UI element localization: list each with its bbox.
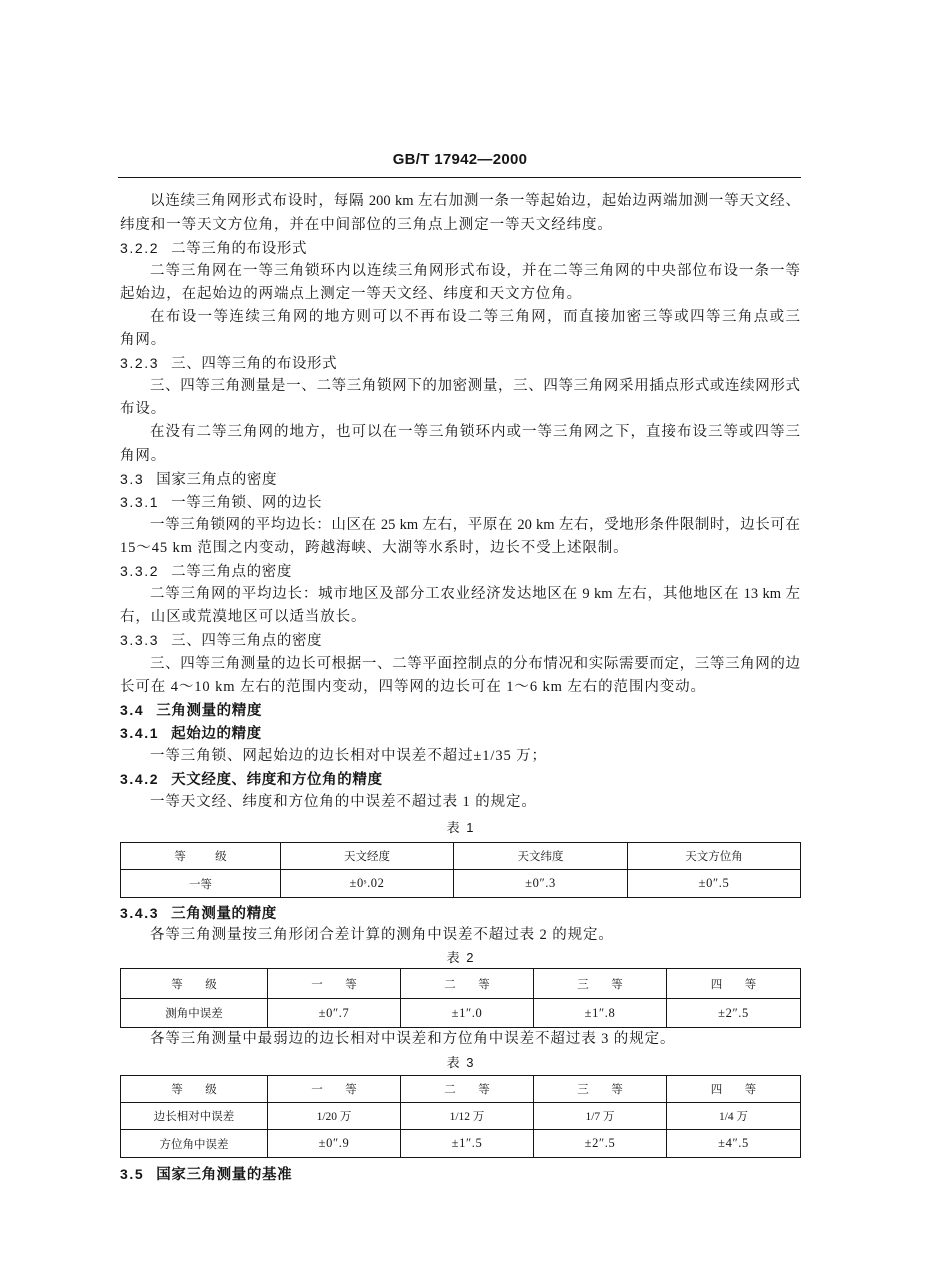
table-3 xyxy=(120,1075,801,1158)
section-heading-3-4-1 xyxy=(120,722,800,745)
body-line: 角网。 xyxy=(120,447,167,464)
table-cell: ±1″.0 xyxy=(401,999,534,1028)
section-heading-3-3-1 xyxy=(120,491,800,514)
table-3-caption: 表 3 xyxy=(446,1055,474,1070)
table-header-cell: 二 等 xyxy=(401,1076,534,1103)
table-header-cell: 一 等 xyxy=(268,1076,401,1103)
table-header-cell: 等 级 xyxy=(121,969,268,999)
section-title: 三角测量的精度 xyxy=(156,702,262,719)
section-title: 二等三角的布设形式 xyxy=(171,240,308,257)
table-cell: 1/12 万 xyxy=(401,1103,534,1130)
body-line: 角网。 xyxy=(120,332,167,349)
section-title: 国家三角点的密度 xyxy=(156,471,278,488)
table-row xyxy=(121,999,801,1028)
paragraph xyxy=(120,306,800,352)
body-text-bottom xyxy=(120,1163,800,1186)
paragraph xyxy=(120,514,800,560)
section-number: 3.3.3 xyxy=(120,632,160,649)
section-heading-3-3-2 xyxy=(120,560,800,583)
body-line: 一等天文经、纬度和方位角的中误差不超过表 1 的规定。 xyxy=(150,794,537,811)
section-number: 3.4.1 xyxy=(120,724,160,741)
body-line: 一等三角锁网的平均边长：山区在 25 km 左右，平原在 20 km 左右，受地形条件限制时，边长可在 xyxy=(150,516,800,533)
table-cell: ±0″.9 xyxy=(268,1130,401,1158)
table-cell: ±2″.5 xyxy=(667,999,801,1028)
table-row-label: 方位角中误差 xyxy=(121,1130,268,1158)
table-header-cell: 三 等 xyxy=(534,1076,667,1103)
section-number: 3.4.3 xyxy=(120,905,160,921)
table-cell: ±1″.5 xyxy=(401,1130,534,1158)
section-heading-3-4 xyxy=(120,699,800,722)
table-header-row xyxy=(121,843,801,870)
paragraph xyxy=(120,260,800,306)
section-title: 三角测量的精度 xyxy=(171,906,277,922)
table-1-caption: 表 1 xyxy=(446,820,474,835)
table-header-cell: 二 等 xyxy=(401,969,534,999)
table-header-row xyxy=(121,1076,801,1103)
body-line: 各等三角测量中最弱边的边长相对中误差和方位角中误差不超过表 3 的规定。 xyxy=(150,1031,676,1048)
body-text-lower xyxy=(120,1028,800,1051)
document-number-header: GB/T 17942—2000 xyxy=(392,151,528,168)
table-header-cell: 四 等 xyxy=(667,1076,801,1103)
section-title: 国家三角测量的基准 xyxy=(156,1167,293,1184)
table-1 xyxy=(120,842,801,898)
table-cell: ±0″.5 xyxy=(628,870,801,898)
paragraph xyxy=(120,653,800,699)
paragraph xyxy=(120,375,800,421)
paragraph xyxy=(120,421,800,467)
table-header-cell: 三 等 xyxy=(534,969,667,999)
section-number: 3.4.2 xyxy=(120,771,160,788)
section-number: 3.5 xyxy=(120,1166,145,1183)
paragraph xyxy=(120,583,800,629)
section-number: 3.3.2 xyxy=(120,563,160,580)
table-header-row xyxy=(121,969,801,999)
body-line: 在布设一等连续三角网的地方则可以不再布设二等三角网，而直接加密三等或四等三角点或三 xyxy=(150,308,800,325)
paragraph xyxy=(120,1028,800,1051)
body-line: 一等三角锁、网起始边的边长相对中误差不超过±1/35 万； xyxy=(150,748,547,765)
body-line: 在没有二等三角网的地方，也可以在一等三角锁环内或一等三角网之下，直接布设三等或四等三 xyxy=(150,424,800,441)
section-number: 3.2.3 xyxy=(120,355,160,372)
paragraph xyxy=(120,791,800,814)
section-number: 3.3.1 xyxy=(120,493,160,510)
table-cell: 1/7 万 xyxy=(534,1103,667,1130)
table-cell: 1/4 万 xyxy=(667,1103,801,1130)
table-header-cell: 一 等 xyxy=(268,969,401,999)
table-cell: ±0ˢ.02 xyxy=(281,870,454,898)
body-line: 二等三角网在一等三角锁环内以连续三角网形式布设，并在二等三角网的中央部位布设一条一等 xyxy=(150,262,800,279)
body-line: 各等三角测量按三角形闭合差计算的测角中误差不超过表 2 的规定。 xyxy=(150,927,614,943)
table-2 xyxy=(120,968,801,1028)
body-line: 纬度和一等天文方位角，并在中间部位的三角点上测定一等天文经纬度。 xyxy=(120,216,613,233)
table-header-cell: 等 级 xyxy=(121,843,281,870)
header-rule xyxy=(118,177,801,178)
section-number: 3.2.2 xyxy=(120,239,160,256)
body-line: 三、四等三角测量的边长可根据一、二等平面控制点的分布情况和实际需要而定，三等三角网的边 xyxy=(150,655,800,672)
table-cell: ±4″.5 xyxy=(667,1130,801,1158)
section-heading-3-2-2 xyxy=(120,237,800,260)
section-number: 3.3 xyxy=(120,470,145,487)
section-heading-3-5 xyxy=(120,1163,800,1186)
table-cell: ±0″.7 xyxy=(268,999,401,1028)
section-heading-3-2-3 xyxy=(120,352,800,375)
table-cell: ±0″.3 xyxy=(454,870,628,898)
body-line: 以连续三角网形式布设时，每隔 200 km 左右加测一条一等起始边，起始边两端加测一等天文经、 xyxy=(150,193,800,210)
table-header-cell: 等 级 xyxy=(121,1076,268,1103)
section-heading-3-4-3 xyxy=(120,902,800,924)
section-title: 起始边的精度 xyxy=(171,725,262,742)
paragraph xyxy=(120,745,800,768)
table-cell: ±1″.8 xyxy=(534,999,667,1028)
body-line: 右，山区或荒漠地区可以适当放长。 xyxy=(120,609,367,626)
body-line: 二等三角网的平均边长：城市地区及部分工农业经济发达地区在 9 km 左右，其他地区在 13 km 左 xyxy=(150,586,800,603)
body-line: 三、四等三角测量是一、二等三角锁网下的加密测量，三、四等三角网采用插点形式或连续网形式 xyxy=(150,378,800,395)
table-header-cell: 天文纬度 xyxy=(454,843,628,870)
body-text-upper xyxy=(120,190,800,814)
section-number: 3.4 xyxy=(120,701,145,718)
table-2-caption: 表 2 xyxy=(446,950,474,965)
section-title: 三、四等三角的布设形式 xyxy=(171,356,338,373)
table-row xyxy=(121,1130,801,1158)
body-text-middle xyxy=(120,902,800,946)
section-title: 三、四等三角点的密度 xyxy=(171,633,323,650)
section-title: 一等三角锁、网的边长 xyxy=(171,494,323,511)
section-heading-3-3 xyxy=(120,468,800,491)
paragraph xyxy=(120,190,800,236)
paragraph xyxy=(120,924,800,946)
body-line: 长可在 4～10 km 左右的范围内变动，四等网的边长可在 1～6 km 左右的范围内变动。 xyxy=(120,678,706,695)
table-row xyxy=(121,870,801,898)
body-line: 起始边，在起始边的两端点上测定一等天文经、纬度和天文方位角。 xyxy=(120,285,582,302)
section-heading-3-4-2 xyxy=(120,768,800,791)
section-title: 天文经度、纬度和方位角的精度 xyxy=(171,772,383,789)
table-row-label: 一等 xyxy=(121,870,281,898)
section-title: 二等三角点的密度 xyxy=(171,564,292,581)
table-header-cell: 四 等 xyxy=(667,969,801,999)
table-cell: 1/20 万 xyxy=(268,1103,401,1130)
table-header-cell: 天文经度 xyxy=(281,843,454,870)
table-row xyxy=(121,1103,801,1130)
section-heading-3-3-3 xyxy=(120,629,800,652)
body-line: 布设。 xyxy=(120,401,167,418)
table-row-label: 测角中误差 xyxy=(121,999,268,1028)
body-line: 15～45 km 范围之内变动，跨越海峡、大湖等水系时，边长不受上述限制。 xyxy=(120,540,629,557)
table-header-cell: 天文方位角 xyxy=(628,843,801,870)
table-row-label: 边长相对中误差 xyxy=(121,1103,268,1130)
table-cell: ±2″.5 xyxy=(534,1130,667,1158)
